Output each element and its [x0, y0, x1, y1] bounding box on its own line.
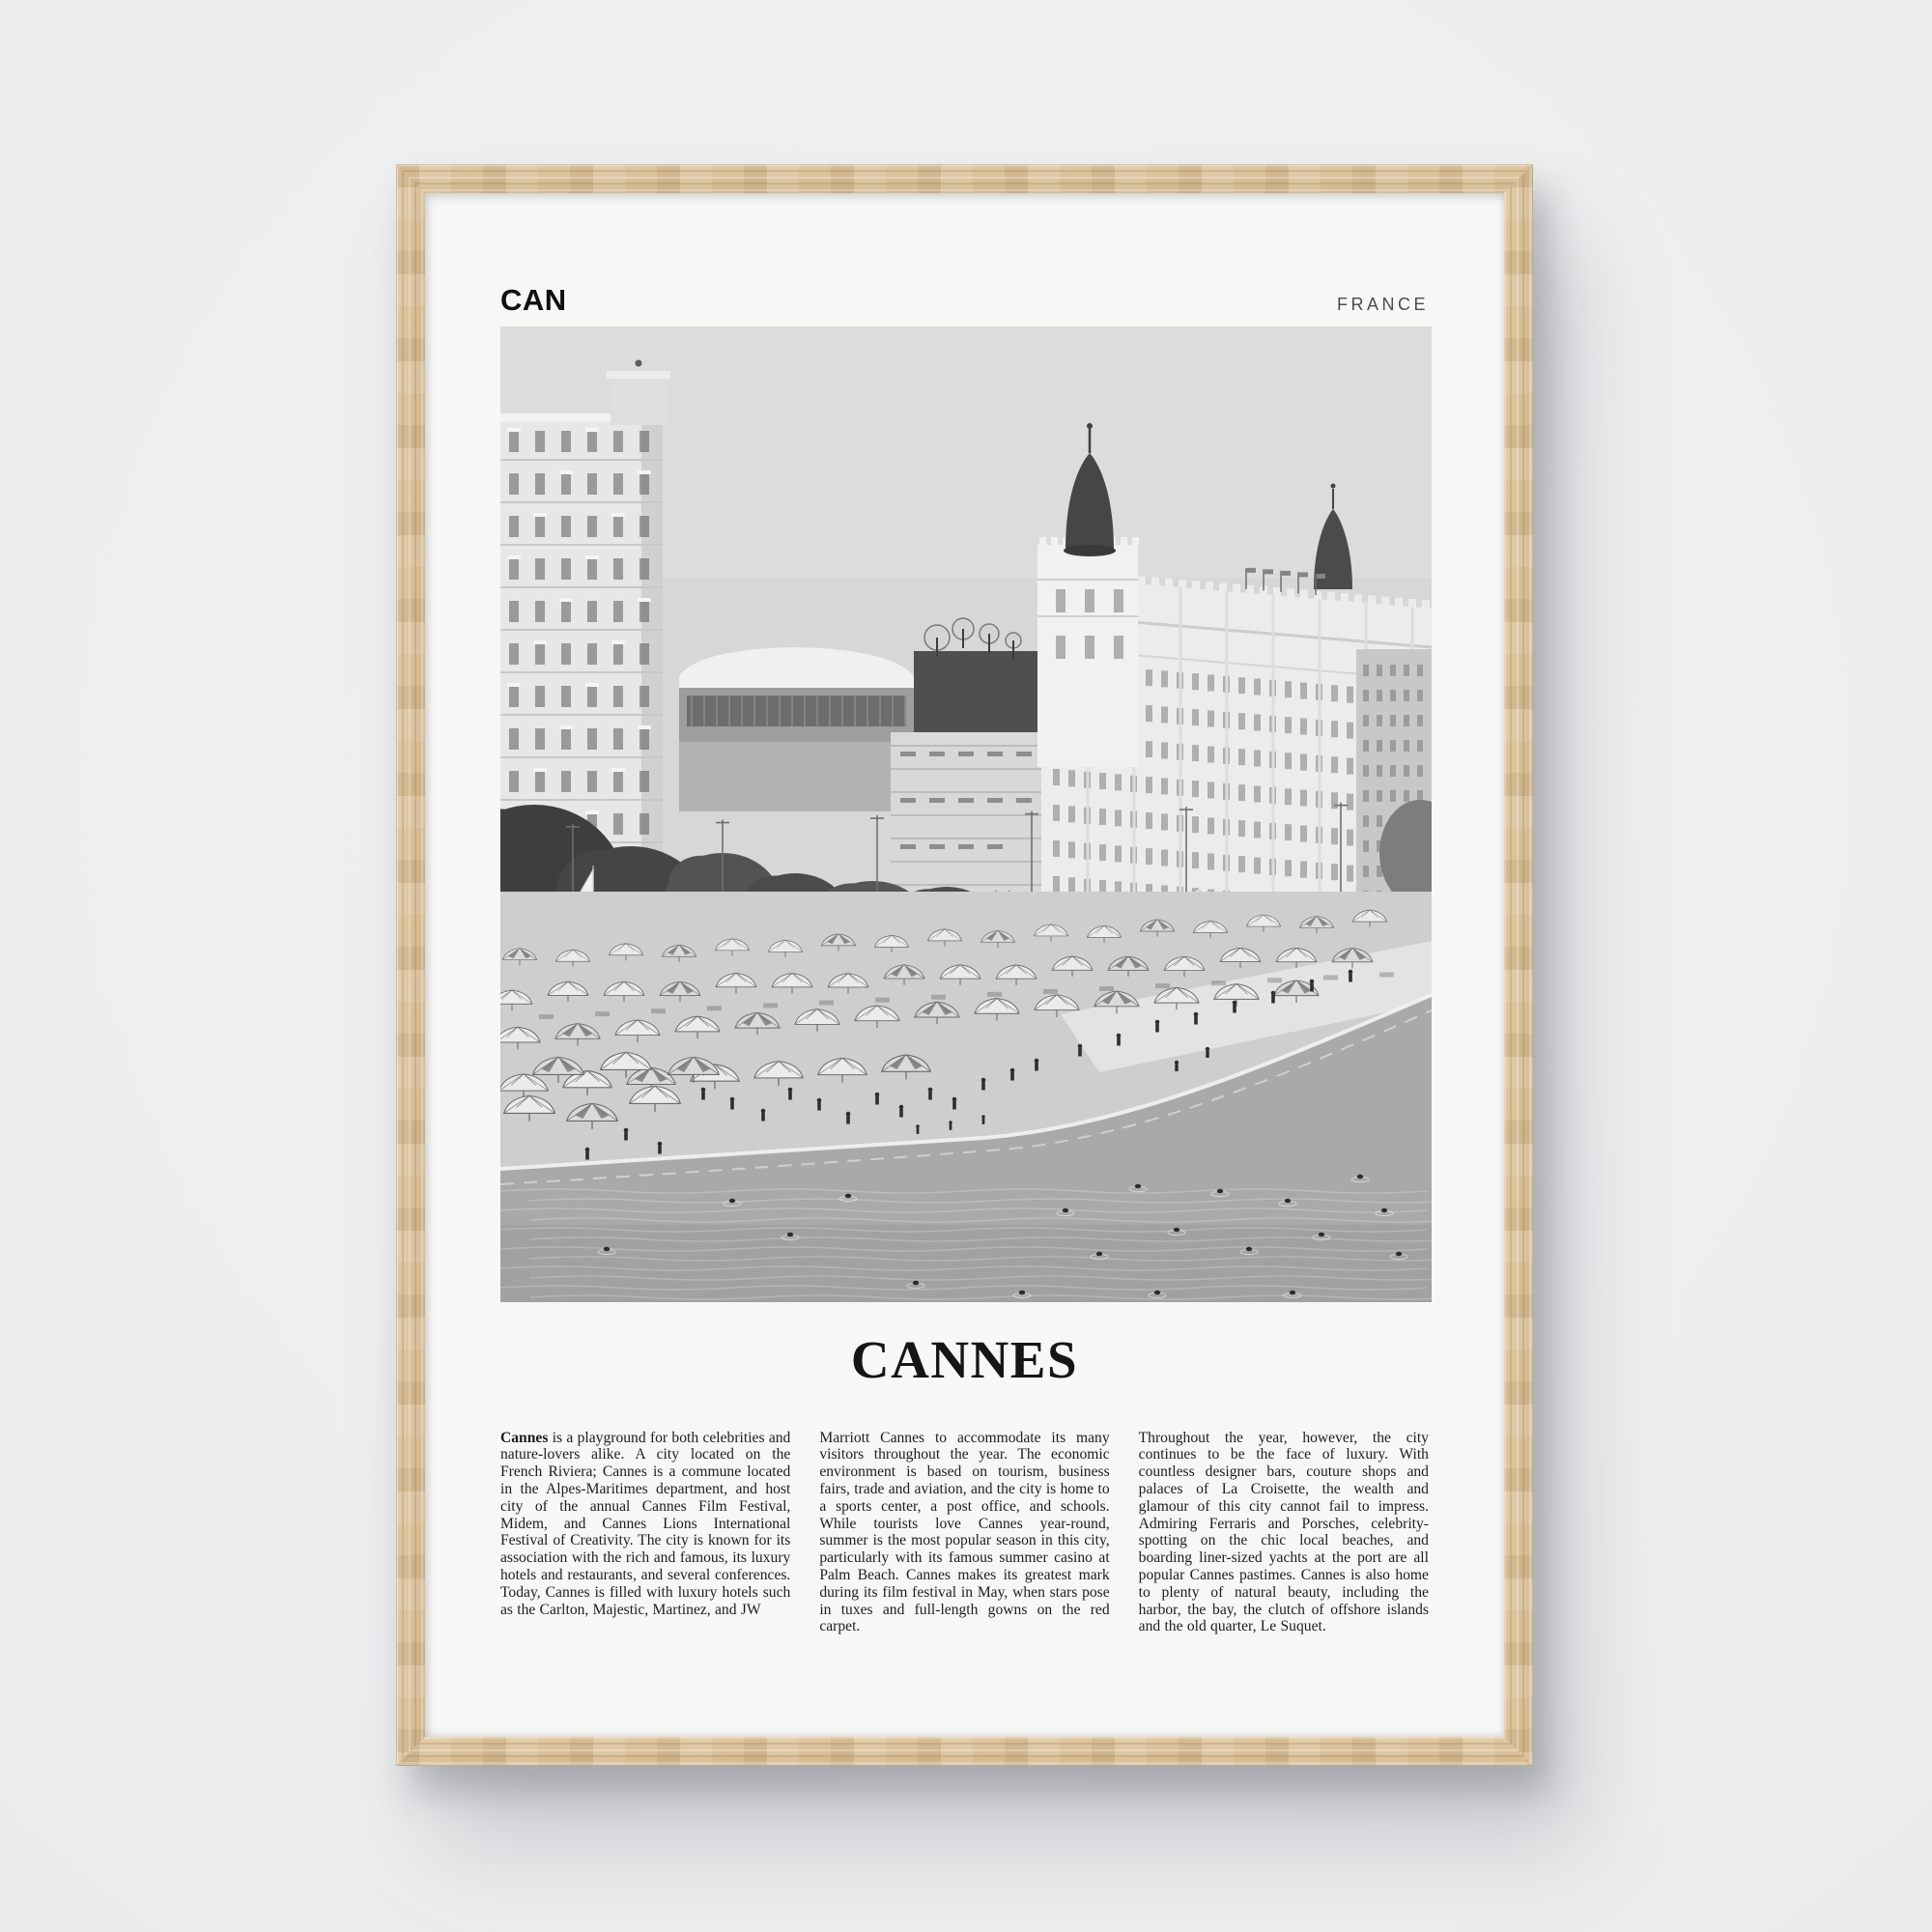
article-column-3	[1139, 1430, 1429, 1636]
poster-title: CANNES	[850, 1330, 1079, 1389]
frame-wood-top	[396, 164, 1533, 193]
frame-wood-right	[1504, 164, 1533, 1766]
poster	[425, 193, 1504, 1737]
picture-frame	[396, 164, 1533, 1766]
lead-word: Cannes	[500, 1429, 549, 1446]
article-column-1	[500, 1430, 790, 1636]
article-column-3-text: Throughout the year, however, the city continues to be the face of luxury. With countless designer bars, couture shops and palaces of La Croisette, the wealth and glamour of this city cannot fail to impress. Admiring Ferraris and Porsches, celebrity-spotting on the chic local beaches, and boarding liner-sized yachts at the port are all popular Cannes pastimes. Cannes is also home to plenty of natural beauty, including the harbor, the bay, the clutch of offshore islands and the old quarter, Le Suquet.	[1138, 1429, 1429, 1635]
city-code-text: CAN	[500, 283, 567, 317]
article-columns	[500, 1414, 1429, 1651]
frame-wood-left	[396, 164, 425, 1766]
beach-photo-illustration	[500, 327, 1432, 1302]
poster-header	[500, 285, 1429, 315]
poster-content	[500, 193, 1429, 1737]
article-column-2-text: Marriott Cannes to accommodate its many visitors throughout the year. The economic environment is based on tourism, business fairs, trade and aviation, and the city is home to a sports center, a post office, and schools. While tourists love Cannes year-round, summer is the most popular season in this city, particularly with its famous summer casino at Palm Beach. Cannes makes its greatest mark during its film festival in May, when stars pose in tuxes and full-length gowns on the red carpet.	[819, 1429, 1110, 1635]
country-text: FRANCE	[1336, 295, 1429, 315]
article-column-2	[819, 1430, 1109, 1636]
frame-wood-bottom	[396, 1737, 1533, 1766]
poster-photo	[500, 327, 1432, 1302]
article-column-1-text: is a playground for both celebrities and nature-lovers alike. A city located on the French Riviera; Cannes is a commune located in the Alpes-Maritimes department, and host city of the annual Cannes Film Festival, Midem, and Cannes Lions International Festival of Creativity. The city is known for its association with the rich and famous, its luxury hotels and restaurants, and several conferences. Today, Cannes is filled with luxury hotels such as the Carlton, Majestic, Martinez, and JW	[500, 1429, 791, 1618]
